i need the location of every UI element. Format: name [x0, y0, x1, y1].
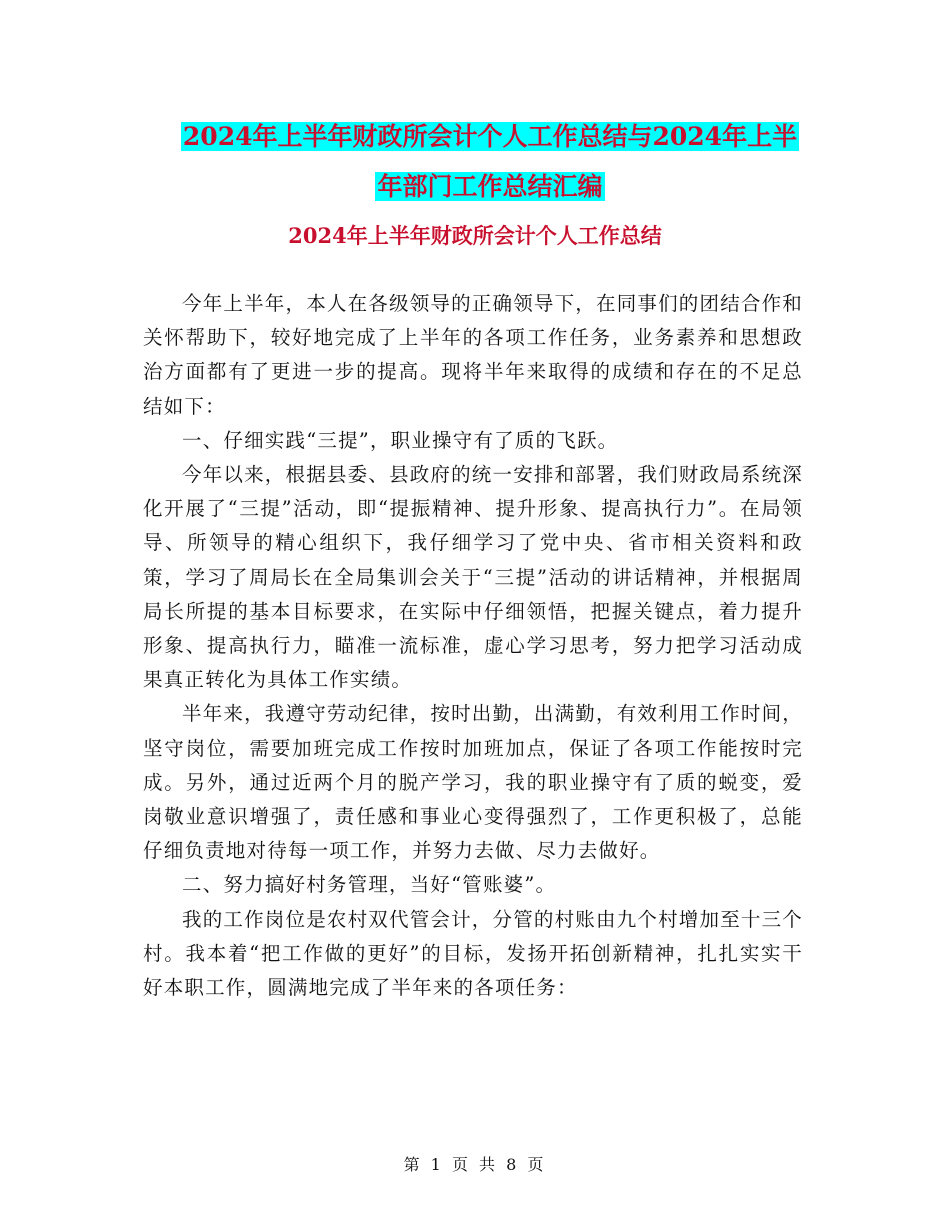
title-line-1: 2024年上半年财政所会计个人工作总结与2024年上半	[182, 122, 798, 151]
section-subtitle: 2024年上半年财政所会计个人工作总结	[288, 223, 662, 248]
document-title	[140, 112, 840, 212]
body-text	[143, 287, 803, 1005]
heading-section-1: 一、仔细实践“三提”，职业操守有了质的飞跃。	[182, 428, 619, 452]
paragraph-section-1b: 半年来，我遵守劳动纪律，按时出勤，出满勤，有效利用工作时间，坚守岗位，需要加班完成工作按时加班加点，保证了各项工作能按时完成。另外，通过近两个月的脱产学习，我的职业操守有了质的蜕变，爱岗敬业意识增强了，责任感和事业心变得强烈了，工作更积极了，总能仔细负责地对待每一项工作，并努力去做、尽力去做好。	[143, 702, 804, 863]
paragraph-section-1a: 今年以来，根据县委、县政府的统一安排和部署，我们财政局系统深化开展了“三提”活动，即“提振精神、提升形象、提高执行力”。在局领导、所领导的精心组织下，我仔细学习了党中央、省市相关资料和政策，学习了周局长在全局集训会关于“三提”活动的讲话精神，并根据周局长所提的基本目标要求，在实际中仔细领悟，把握关键点，着力提升形象、提高执行力，瞄准一流标准，虚心学习思考，努力把学习活动成果真正转化为具体工作实绩。	[143, 463, 804, 692]
paragraph-intro: 今年上半年，本人在各级领导的正确领导下，在同事们的团结合作和关怀帮助下，较好地完成了上半年的各项工作任务，业务素养和思想政治方面都有了更进一步的提高。现将半年来取得的成绩和存在的不足总结如下：	[143, 292, 804, 418]
paragraph-section-2a: 我的工作岗位是农村双代管会计，分管的村账由九个村增加至十三个村。我本着“把工作做的更好”的目标，发扬开拓创新精神，扎扎实实干好本职工作，圆满地完成了半年来的各项任务：	[143, 907, 804, 1000]
page-footer: 第 1 页 共 8 页	[403, 1155, 547, 1174]
title-line-2: 年部门工作总结汇编	[377, 172, 603, 201]
heading-section-2: 二、努力搞好村务管理，当好“管账婆”。	[182, 873, 557, 897]
